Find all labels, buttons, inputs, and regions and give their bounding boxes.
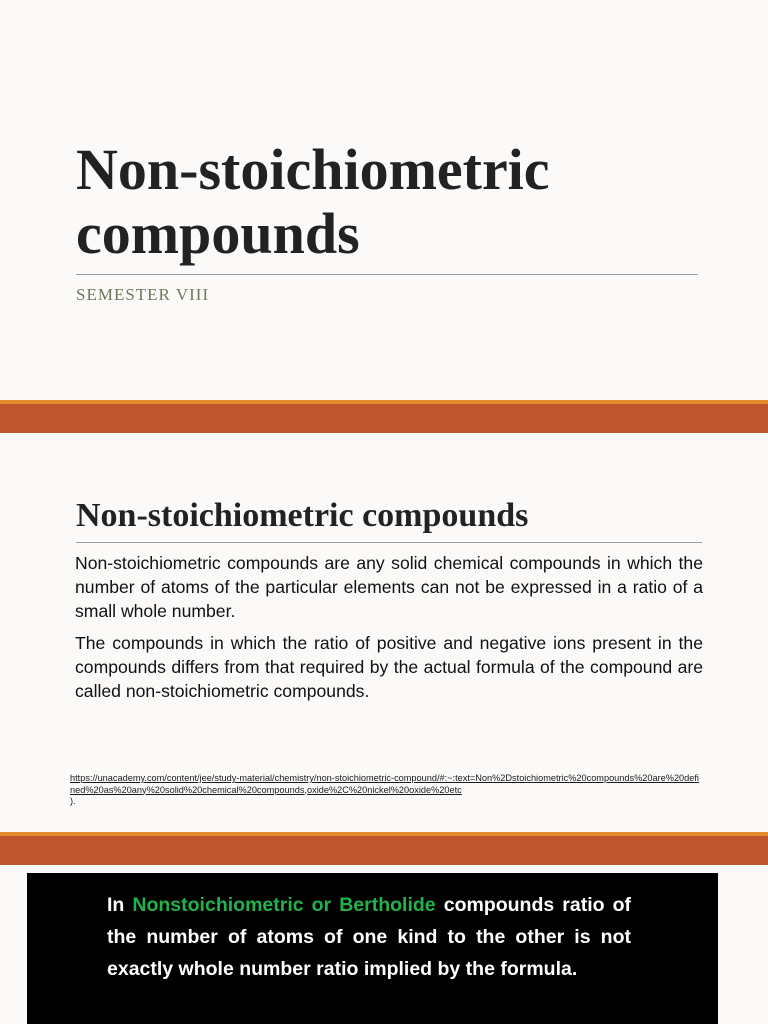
definition-title: Non-stoichiometric compounds [76, 497, 529, 534]
bertholide-slide [0, 865, 768, 1024]
slide-title: Non-stoichiometric compounds [76, 137, 550, 266]
separator-highlight [0, 400, 768, 404]
definition-slide [0, 433, 768, 832]
panel-text-lead: In [107, 894, 133, 916]
panel-text [107, 889, 631, 985]
reference-link[interactable]: https://unacademy.com/content/jee/study-material/chemistry/non-stoichiometric-compound/#:~:text=Non%2Dstoichiometric%20compounds%20are%20defined%20as%20any%20solid%20chemical%20compounds,oxide%2C%20nickel%20oxide%20etc [70, 773, 699, 795]
slide-separator-bar [0, 832, 768, 865]
slide-separator-bar [0, 400, 768, 433]
panel-text-rest: compounds ratio of the number of atoms of one kind to the other is not exactly whole number ratio implied by the formula. [107, 894, 632, 980]
definition-body [75, 551, 703, 711]
black-text-panel [27, 873, 718, 1024]
slide-subtitle: SEMESTER VIII [76, 285, 210, 304]
definition-paragraph: Non-stoichiometric compounds are any solid chemical compounds in which the number of atoms of the particular elements can not be expressed in a ratio of a small whole number. [75, 553, 703, 621]
reference-tail: ). [70, 796, 76, 806]
definition-divider [76, 542, 702, 543]
title-divider [76, 274, 698, 275]
definition-paragraph: The compounds in which the ratio of positive and negative ions present in the compounds differs from that required by the actual formula of the compound are called non-stoichiometric compounds. [75, 633, 703, 701]
reference-citation [70, 773, 702, 808]
highlighted-term: Nonstoichiometric or Bertholide [132, 894, 436, 916]
separator-highlight [0, 832, 768, 836]
title-slide [0, 0, 768, 400]
